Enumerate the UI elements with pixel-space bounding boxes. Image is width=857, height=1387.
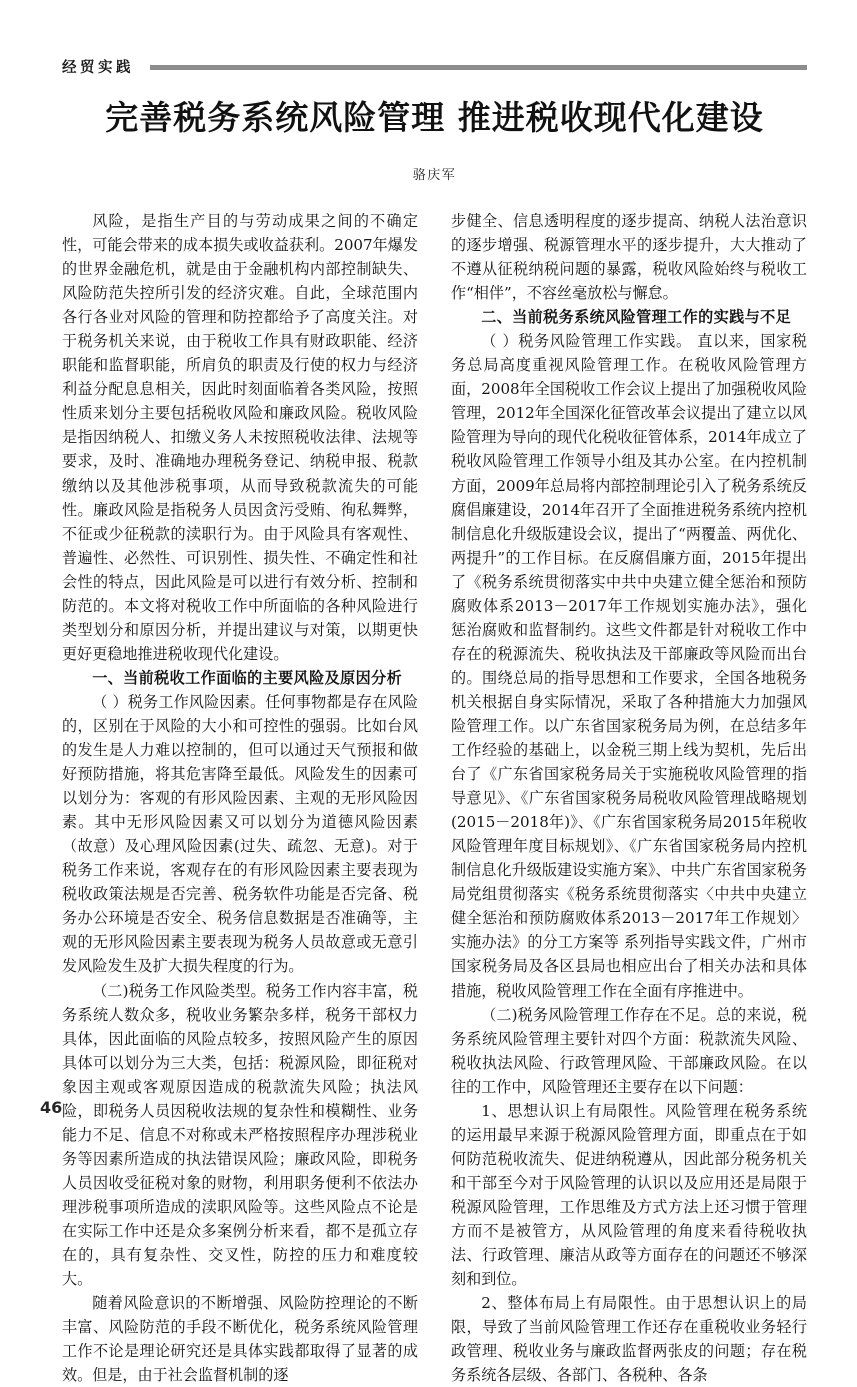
running-head <box>62 54 807 78</box>
column-right <box>451 209 807 1385</box>
paragraph-continued: 步健全、信息透明程度的逐步提高、纳税人法治意识的逐步增强、税源管理水平的逐步提升，大大推动了不遵从征税纳税问题的暴露，税收风险始终与税收工作“相伴”，不容丝毫放松与懈怠。 <box>451 212 807 303</box>
section-heading: 二、当前税务系统风险管理工作的实践与不足 <box>481 308 792 327</box>
paragraph: 1、思想认识上有局限性。风险管理在税务系统的运用最早来源于税源风险管理方面，即重点在于如何防范税收流失、促进纳税遵从，因此部分税务机关和干部至今对于风险管理的认识以及应用还是局限于税源风险管理，工作思维及方式方法上还习惯于管理方而不是被管方，从风险管理的角度来看待税收执法、行政管理、廉洁从政等方面存在的问题还不够深刻和到位。 <box>451 1101 807 1289</box>
paragraph: （二)税务风险管理工作存在不足。总的来说，税务系统风险管理主要针对四个方面：税款流失风险、税收执法风险、行政管理风险、干部廉政风险。在以往的工作中，风险管理还主要存在以下问题： <box>451 1005 807 1096</box>
running-head-label: 经贸实践 <box>62 58 134 76</box>
article-author: 骆庆军 <box>412 168 457 183</box>
paragraph: 随着风险意识的不断增强、风险防控理论的不断丰富、风险防范的手段不断优化，税务系统风险管理工作不论是理论研究还是具体实践都取得了显著的成效。但是，由于社会监督机制的逐 <box>62 1294 418 1385</box>
page-number: 46 <box>40 1098 63 1117</box>
title-block <box>62 96 807 183</box>
paragraph: 2、整体布局上有局限性。由于思想认识上的局限，导致了当前风险管理工作还存在重税收业务轻行政管理、税收业务与廉政监督两张皮的问题；存在税务系统各层级、各部门、各税种、各条 <box>451 1294 807 1385</box>
paragraph: （ ）税务工作风险因素。任何事物都是存在风险的，区别在于风险的大小和可控性的强弱。比如台风的发生是人力难以控制的，但可以通过天气预报和做好预防措施，将其危害降至最低。风险发生的因素可以划分为：客观的有形风险因素、主观的无形风险因素。其中无形风险因素又可以划分为道德风险因素（故意）及心理风险因素(过失、疏忽、无意)。对于税务工作来说，客观存在的有形风险因素主要表现为税收政策法规是否完善、税务软件功能是否完备、税务办公环境是否安全、税务信息数据是否准确等，主观的无形风险因素主要表现为税务人员故意或无意引发风险发生及扩大损失程度的行为。 <box>62 692 418 976</box>
paragraph: （二)税务工作风险类型。税务工作内容丰富，税务系统人数众多，税收业务繁杂多样，税务干部权力具体，因此面临的风险点较多，按照风险产生的原因具体可以划分为三大类，包括：税源风险，即征税对象因主观或客观原因造成的税款流失风险；执法风险，即税务人员因税收法规的复杂性和模糊性、业务能力不足、信息不对称或未严格按照程序办理涉税业务等因素所造成的执法错误风险；廉政风险，即税务人员因收受征税对象的财物，利用职务便利不依法办理涉税事项所造成的渎职风险等。这些风险点不论是在实际工作中还是众多案例分析来看，都不是孤立存在的，具有复杂性、交叉性，防控的压力和难度较大。 <box>62 981 418 1289</box>
body-columns <box>62 209 807 1385</box>
paragraph: 风险，是指生产目的与劳动成果之间的不确定性，可能会带来的成本损失或收益获利。2007年爆发的世界金融危机，就是由于金融机构内部控制缺失、风险防范失控所引发的经济灾难。自此，全球范围内各行各业对风险的管理和防控都给予了高度关注。对于税务机关来说，由于税收工作具有财政职能、经济职能和监督职能，所肩负的职责及行使的权力与经济利益分配息息相关，因此时刻面临着各类风险，按照性质来划分主要包括税收风险和廉政风险。税收风险是指因纳税人、扣缴义务人未按照税收法律、法规等要求，及时、准确地办理税务登记、纳税申报、税款缴纳以及其他涉税事项，从而导致税款流失的可能性。廉政风险是指税务人员因贪污受贿、徇私舞弊，不征或少征税款的渎职行为。由于风险具有客观性、普遍性、必然性、可识别性、损失性、不确定性和社会性的特点，因此风险是可以进行有效分析、控制和防范的。本文将对税收工作中所面临的各种风险进行类型划分和原因分析，并提出建议与对策，以期更快更好更稳地推进税收现代化建设。 <box>62 212 418 663</box>
column-left <box>62 209 418 1385</box>
paragraph: （ ）税务风险管理工作实践。 直以来，国家税务总局高度重视风险管理工作。在税收风险管理方面，2008年全国税收工作会议上提出了加强税收风险管理，2012年全国深化征管改革会议提出了建立以风险管理为导向的现代化税收征管体系，2014年成立了税收风险管理工作领导小组及其办公室。在内控机制方面，2009年总局将内部控制理论引入了税务系统反腐倡廉建设，2014年召开了全面推进税务系统内控机制信息化升级版建设会议，提出了“两覆盖、两优化、两提升”的工作目标。在反腐倡廉方面，2015年提出了《税务系统贯彻落实中共中央建立健全惩治和预防腐败体系2013－2017年工作规划实施办法》，强化惩治腐败和监督制约。这些文件都是针对税收工作中存在的税源流失、税收执法及干部廉政等风险而出台的。围绕总局的指导思想和工作要求，全国各地税务机关根据自身实际情况，采取了各种措施大力加强风险管理工作。以广东省国家税务局为例，在总结多年工作经验的基础上，以金税三期上线为契机，先后出台了《广东省国家税务局关于实施税收风险管理的指导意见》、《广东省国家税务局税收风险管理战略规划(2015－2018年)》、《广东省国家税务局2015年税收风险管理年度目标规划》、《广东省国家税务局内控机制信息化升级版建设实施方案》、中共广东省国家税务局党组贯彻落实《税务系统贯彻落实〈中共中央建立健全惩治和预防腐败体系2013－2017年工作规划〉实施办法》的分工方案等 系列指导实践文件，广州市国家税务局及各区县局也相应出台了相关办法和具体措施，税收风险管理工作在全面有序推进中。 <box>451 332 807 1000</box>
section-heading: 一、当前税收工作面临的主要风险及原因分析 <box>92 668 403 687</box>
page-title: 完善税务系统风险管理 推进税收现代化建设 <box>105 98 764 137</box>
running-head-rule <box>150 65 807 70</box>
